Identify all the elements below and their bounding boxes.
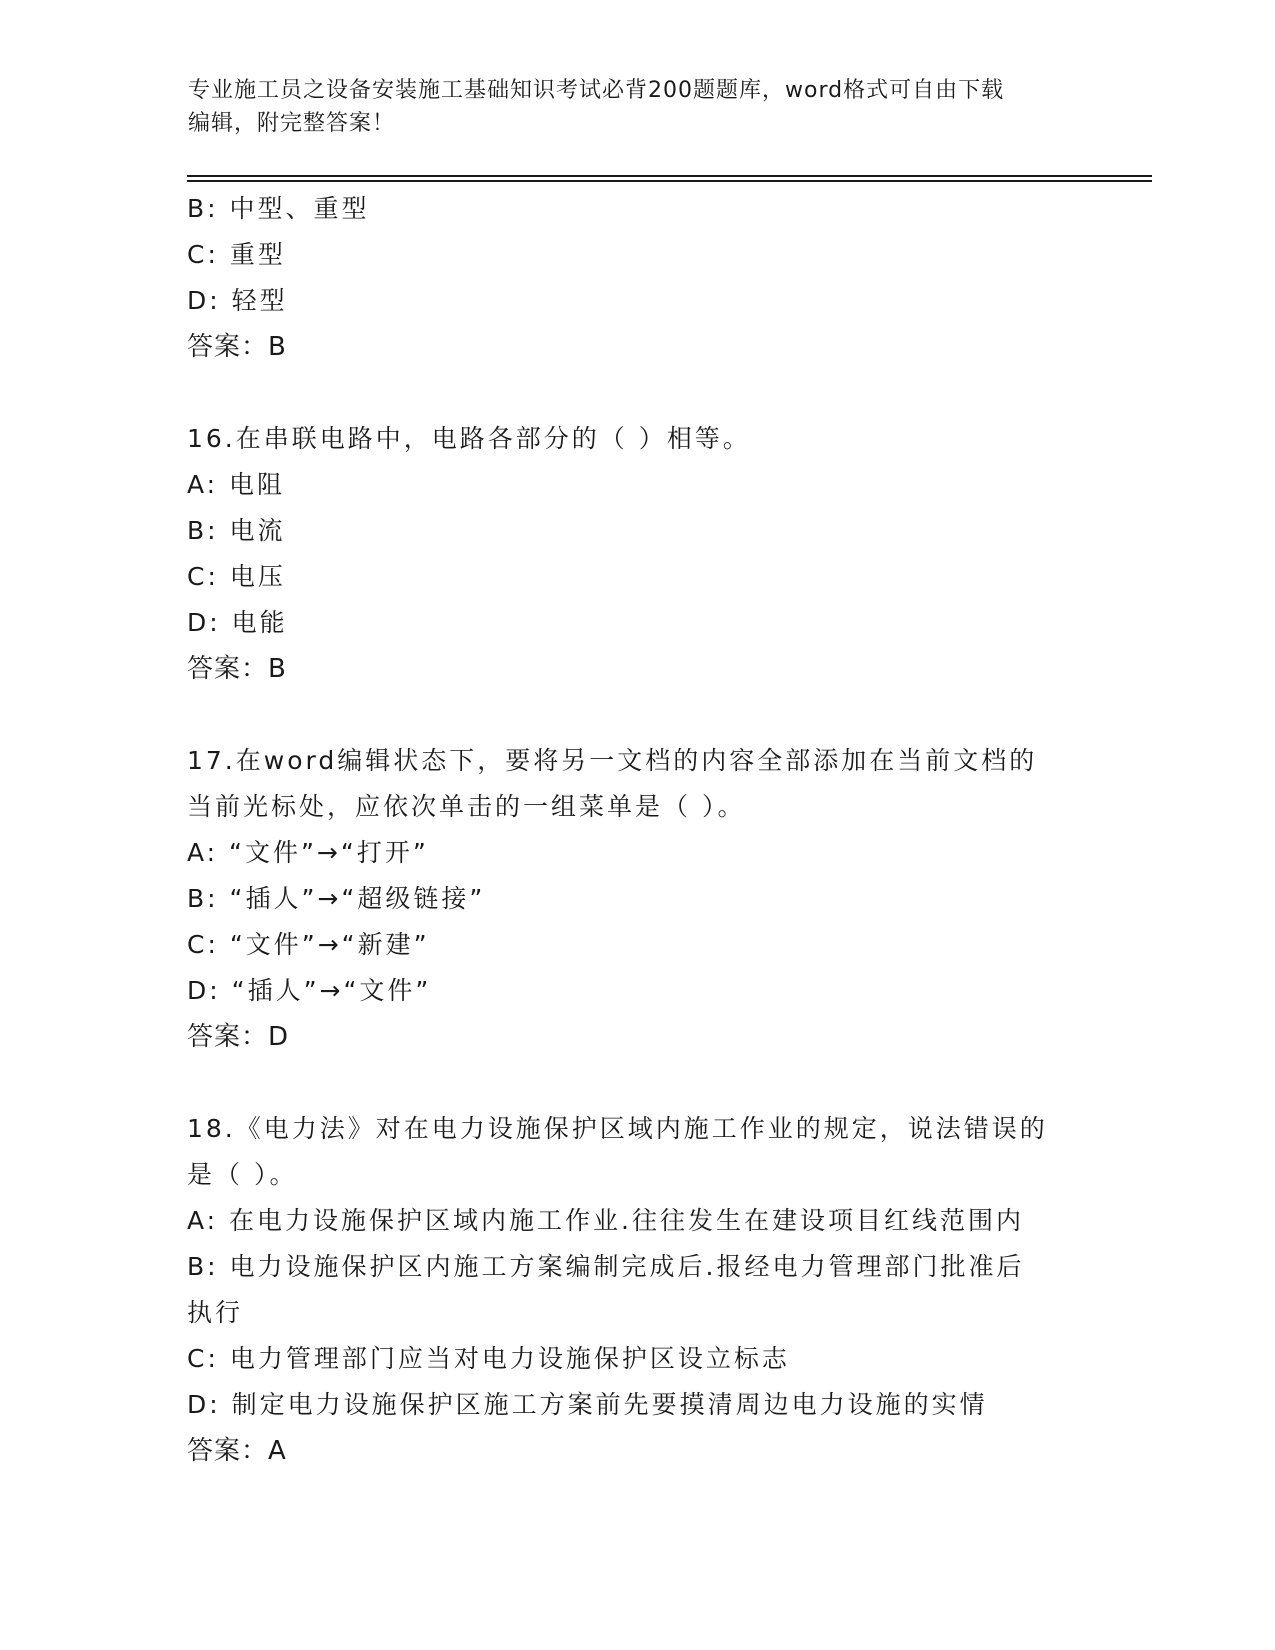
option-d: D: 轻型 (187, 286, 288, 315)
question-15 (187, 186, 1087, 370)
option-a: A: 电阻 (187, 470, 286, 499)
option-b: B: 电流 (187, 516, 286, 545)
answer-line: 答案：B (187, 332, 287, 362)
answer-line: 答案：A (187, 1436, 287, 1466)
question-17 (187, 738, 1087, 1060)
option-d: D: 电能 (187, 608, 288, 637)
option-d: D: “插人”→“文件” (187, 976, 432, 1005)
answer-line: 答案：D (187, 1022, 290, 1052)
option-d: D: 制定电力设施保护区施工方案前先要摸清周边电力设施的实情 (187, 1390, 988, 1419)
option-c: C: 电压 (187, 562, 286, 591)
page-header (188, 74, 1088, 140)
option-c: C: 电力管理部门应当对电力设施保护区设立标志 (187, 1344, 790, 1373)
answer-line: 答案：B (187, 654, 287, 684)
question-text-line-2: 是（ ）。 (187, 1160, 298, 1189)
option-b-continuation: 执行 (187, 1298, 244, 1327)
header-rule-top (187, 175, 1152, 177)
option-b: B: “插人”→“超级链接” (187, 884, 486, 913)
option-a: A: “文件”→“打开” (187, 838, 429, 867)
option-b: B: 中型、重型 (187, 194, 370, 223)
option-c: C: “文件”→“新建” (187, 930, 430, 959)
question-list (187, 186, 1087, 1474)
option-c: C: 重型 (187, 240, 286, 269)
question-text-line-2: 当前光标处，应依次单击的一组菜单是（ ）。 (187, 792, 746, 821)
spacer (187, 692, 1087, 738)
option-b: B: 电力设施保护区内施工方案编制完成后.报经电力管理部门批准后 (187, 1252, 1025, 1281)
question-text-line-1: 18.《电力法》对在电力设施保护区域内施工作业的规定，说法错误的 (187, 1114, 1048, 1143)
question-text-line-1: 17.在word编辑状态下，要将另一文档的内容全部添加在当前文档的 (187, 746, 1038, 775)
option-a: A: 在电力设施保护区域内施工作业.往往发生在建设项目红线范围内 (187, 1206, 1024, 1235)
header-rule-bottom (187, 180, 1152, 182)
question-text: 16.在串联电路中，电路各部分的（ ）相等。 (187, 424, 751, 453)
spacer (187, 1060, 1087, 1106)
header-line-1: 专业施工员之设备安装施工基础知识考试必背200题题库，word格式可自由下载 (188, 78, 1005, 103)
header-line-2: 编辑，附完整答案！ (188, 111, 396, 136)
question-16 (187, 416, 1087, 692)
spacer (187, 370, 1087, 416)
question-18 (187, 1106, 1087, 1474)
